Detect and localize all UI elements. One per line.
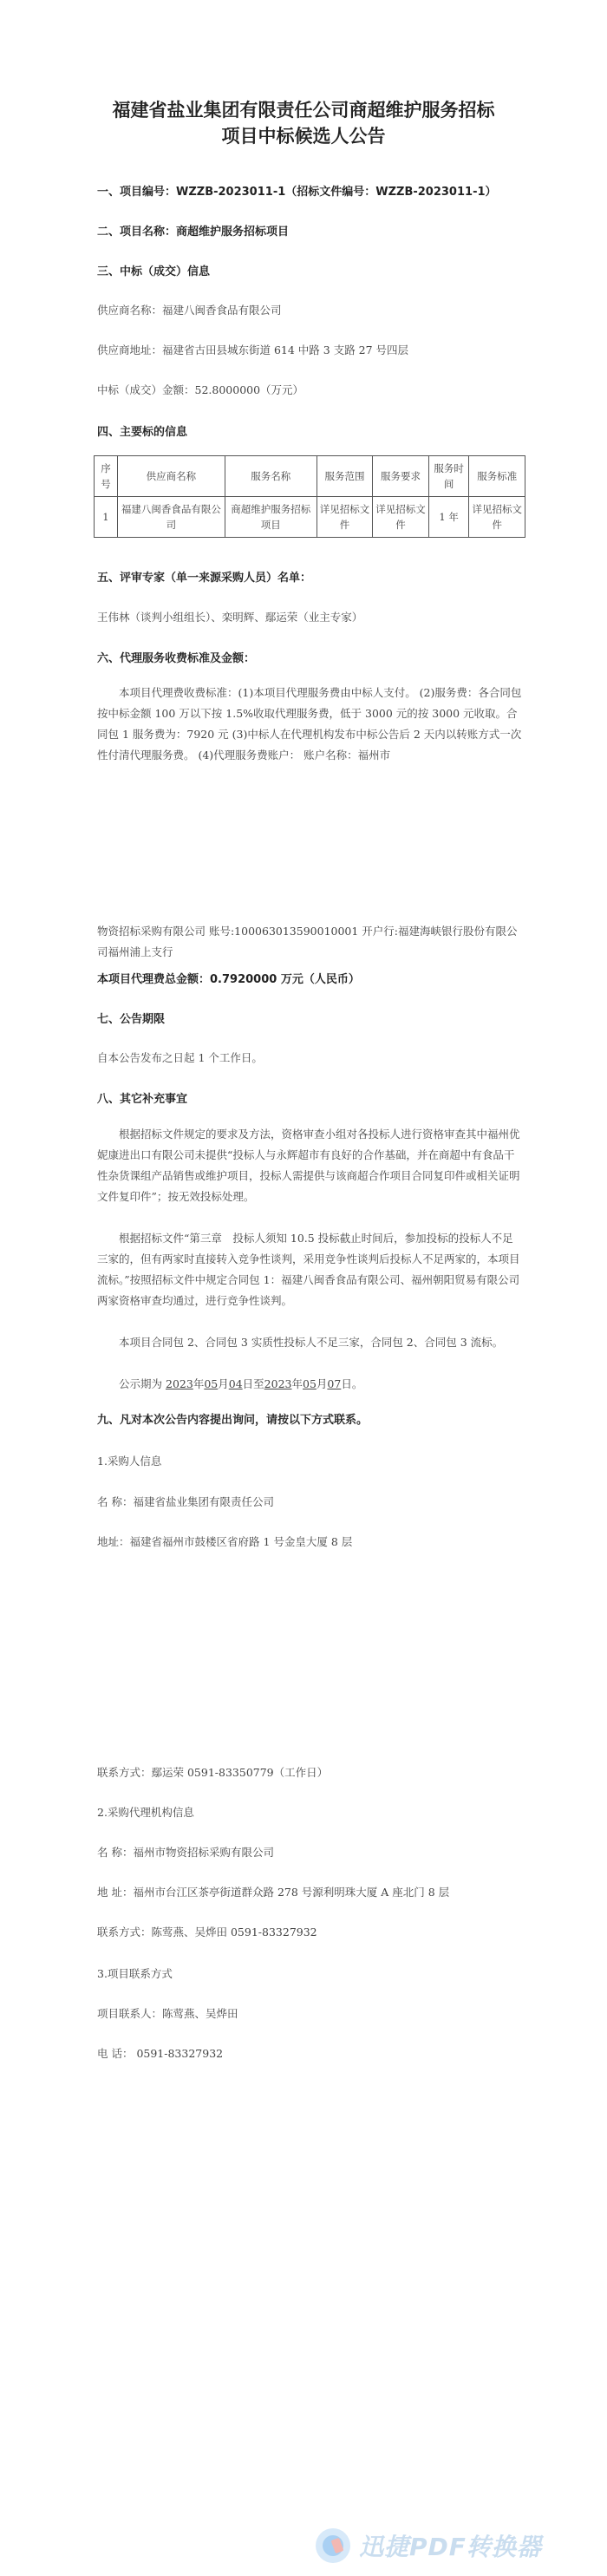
end-day-unit: 日。 [341, 1377, 363, 1390]
supplementary-paragraph-1: 根据招标文件规定的要求及方法，资格审查小组对各投标人进行资格审查其中福州优妮康进出口有限公司未提供“投标人与永辉超市有良好的合作基础，并在商超中有食品干性杂货课组产品销售或维护项目，投标人需提供与该商超合作项目合同复印件或相关证明文件复印件”；按无效投标处理。 [97, 1128, 520, 1203]
start-year: 2023 [166, 1377, 193, 1390]
table-cell: 1 [95, 497, 118, 538]
table-cell: 详见招标文件 [373, 497, 428, 538]
purchaser-address: 地址：福建省福州市鼓楼区省府路 1 号金皇大厦 8 层 [97, 1535, 353, 1548]
agency-heading: 2.采购代理机构信息 [97, 1806, 194, 1819]
agency-name: 名 称：福州市物资招标采购有限公司 [97, 1846, 274, 1859]
supplementary-paragraph-2: 根据招标文件“第三章 投标人须知 10.5 投标截止时间后，参加投标的投标人不足三家的，但有两家时直接转入竞争性谈判，采用竞争性谈判后投标人不足两家的，本项目流标。”按照招标文件中规定合同包 1：福建八闽香食品有限公司、福州朝阳贸易有限公司两家资格审查均通过，进行竞争性谈判。 [97, 1232, 520, 1307]
title-line-1: 福建省盐业集团有限责任公司商超维护服务招标 [112, 100, 495, 121]
table-cell: 1 年 [428, 497, 469, 538]
header-cell: 序号 [95, 456, 118, 497]
fee-account-paragraph: 物资招标采购有限公司 账号:100063013590010001 开户行:福建海峡银行股份有限公司福州浦上支行 [97, 925, 518, 958]
header-cell: 服务标准 [469, 456, 525, 497]
start-month: 05 [204, 1377, 219, 1390]
purchaser-heading: 1.采购人信息 [97, 1455, 162, 1468]
supplier-name: 供应商名称：福建八闽香食品有限公司 [97, 304, 282, 317]
supplier-address: 供应商地址：福建省古田县城东街道 614 中路 3 支路 27 号四层 [97, 343, 409, 356]
project-contact-phone: 电 话： 0591-83327932 [97, 2047, 224, 2060]
table-cell: 详见招标文件 [317, 497, 372, 538]
table-row [95, 497, 525, 538]
header-cell: 服务时间 [428, 456, 469, 497]
project-contact-heading: 3.项目联系方式 [97, 1967, 173, 1980]
purchaser-name: 名 称：福建省盐业集团有限责任公司 [97, 1495, 274, 1508]
section-award-info: 三、中标（成交）信息 [97, 265, 211, 278]
end-month: 05 [303, 1377, 317, 1390]
end-day: 07 [327, 1377, 342, 1390]
watermark [316, 2524, 593, 2567]
supplementary-paragraph-3: 本项目合同包 2、合同包 3 实质性投标人不足三家，合同包 2、合同包 3 流标。 [119, 1336, 504, 1349]
header-cell: 供应商名称 [117, 456, 225, 497]
agency-address: 地 址：福州市台江区茶亭街道群众路 278 号源利明珠大厦 A 座北门 8 层 [97, 1886, 450, 1899]
fee-standard-paragraph: 本项目代理费收费标准：(1)本项目代理服务费由中标人支付。 (2)服务费：各合同包按中标金额 100 万以下按 1.5%收取代理服务费，低于 3000 元的按 3000 元收取。合同包 1 服务费为：7920 元 (3)中标人在代理机构发布中标公告后 2 天内以转账方式一次性付清代理服务费。 (4)代理服务费账户： 账户名称：福州市 [97, 686, 522, 762]
publicity-period [119, 1376, 362, 1391]
title-line-2: 项目中标候选人公告 [221, 126, 386, 147]
project-contact-person: 项目联系人：陈莺燕、吴烨田 [97, 2007, 238, 2020]
subject-table [94, 455, 525, 538]
purchaser-contact: 联系方式：鄢运荣 0591-83350779（工作日） [97, 1766, 329, 1779]
bid-amount: 中标（成交）金额：52.8000000（万元） [97, 383, 304, 396]
section-experts: 五、评审专家（单一来源采购人员）名单： [97, 572, 312, 585]
table-header-row [95, 456, 525, 497]
section-project-name: 二、项目名称：商超维护服务招标项目 [97, 226, 290, 239]
fee-total: 本项目代理费总金额：0.7920000 万元（人民币） [97, 973, 360, 986]
table-cell: 商超维护服务招标项目 [225, 497, 317, 538]
watermark-text: 迅捷PDF转换器 [359, 2533, 542, 2561]
end-year: 2023 [264, 1377, 292, 1390]
section-main-subject: 四、主要标的信息 [97, 426, 188, 439]
agency-contact: 联系方式：陈莺燕、吴烨田 0591-83327932 [97, 1925, 317, 1939]
end-year-unit: 年 [291, 1377, 303, 1390]
start-month-unit: 月 [218, 1377, 229, 1390]
publicity-prefix: 公示期为 [119, 1377, 163, 1390]
section-notice-period: 七、公告期限 [97, 1013, 166, 1026]
start-day-unit: 日至 [242, 1377, 264, 1390]
notice-period-text: 自本公告发布之日起 1 个工作日。 [97, 1051, 263, 1064]
header-cell: 服务要求 [373, 456, 428, 497]
start-year-unit: 年 [193, 1377, 205, 1390]
section-project-number: 一、项目编号：WZZB-2023011-1（招标文件编号：WZZB-2023011-1） [97, 186, 497, 199]
header-cell: 服务范围 [317, 456, 372, 497]
start-day: 04 [228, 1377, 243, 1390]
experts-list: 王伟林（谈判小组组长）、栾明辉、鄢运荣（业主专家） [97, 611, 363, 624]
section-contact: 九、凡对本次公告内容提出询问，请按以下方式联系。 [97, 1414, 369, 1427]
page-title [0, 97, 607, 149]
section-agency-fee: 六、代理服务收费标准及金额： [97, 652, 256, 665]
table-cell: 福建八闽香食品有限公司 [117, 497, 225, 538]
end-month-unit: 月 [316, 1377, 328, 1390]
pdf-converter-logo-icon [316, 2528, 350, 2563]
header-cell: 服务名称 [225, 456, 317, 497]
section-supplementary: 八、其它补充事宜 [97, 1093, 188, 1106]
table-cell: 详见招标文件 [469, 497, 525, 538]
